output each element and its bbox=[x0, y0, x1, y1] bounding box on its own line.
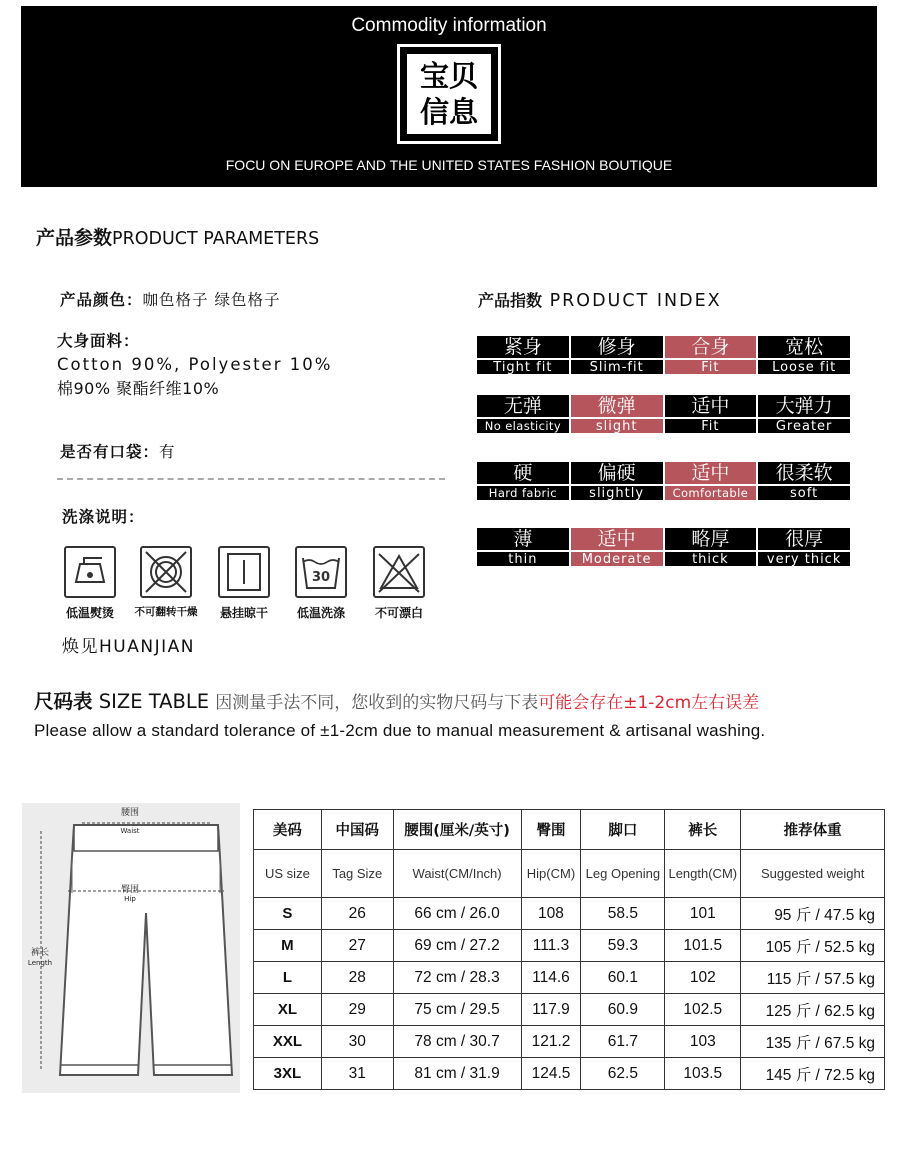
tolerance-note: Please allow a standard tolerance of ±1-2cm due to manual measurement & artisanal washing. bbox=[34, 721, 766, 740]
size-table bbox=[253, 809, 885, 1090]
care-label: 悬挂晾干 bbox=[219, 606, 268, 620]
index-cell: 硬 Hard fabric bbox=[477, 462, 569, 500]
wash-temp: 30 bbox=[311, 570, 331, 585]
index-cell-active: 适中 Moderate bbox=[571, 528, 663, 566]
index-cell-active: 合身 Fit bbox=[665, 336, 757, 374]
index-row-thickness bbox=[477, 528, 850, 566]
banner-title: Commodity information bbox=[351, 15, 547, 36]
header-banner bbox=[21, 6, 877, 187]
table-header-cn: 美码 中国码 腰围(厘米/英寸) 臀围 脚口 裤长 推荐体重 bbox=[254, 810, 885, 850]
care-wash-30 bbox=[291, 546, 351, 620]
low-temp-iron-icon bbox=[64, 546, 116, 598]
table-row: L 28 72 cm / 28.3 114.6 60.1 102 115 斤 / 57.5 kg bbox=[254, 962, 885, 994]
care-hang-dry bbox=[214, 546, 274, 620]
wash-30-icon bbox=[295, 546, 347, 598]
params-heading: 产品参数PRODUCT PARAMETERS bbox=[36, 227, 320, 249]
pants-measurement-figure bbox=[22, 803, 240, 1093]
fabric-cn: 棉90% 聚酯纤维10% bbox=[57, 379, 220, 398]
logo-line-2: 信息 bbox=[419, 95, 478, 129]
hip-label-cn: 臀围 bbox=[120, 885, 140, 895]
length-label-cn: 裤长 bbox=[30, 948, 50, 958]
index-cell: 适中 Fit bbox=[665, 395, 757, 433]
size-note: 因测量手法不同，您收到的实物尺码与下表 bbox=[215, 693, 539, 713]
hang-dry-icon bbox=[218, 546, 270, 598]
length-label-en: Length bbox=[27, 959, 53, 967]
banner-subtitle: FOCU ON EUROPE AND THE UNITED STATES FASHION BOUTIQUE bbox=[225, 157, 673, 173]
size-table-heading: 尺码表 SIZE TABLE 因测量手法不同，您收到的实物尺码与下表可能会存在±1-2cm左右误差 bbox=[34, 690, 760, 713]
index-heading: 产品指数 PRODUCT INDEX bbox=[478, 291, 722, 311]
table-row: XL 29 75 cm / 29.5 117.9 60.9 102.5 125 斤 / 62.5 kg bbox=[254, 994, 885, 1026]
hip-label-en: Hip bbox=[124, 895, 136, 903]
logo-line-1: 宝贝 bbox=[419, 59, 478, 93]
care-label: 低温熨烫 bbox=[65, 606, 114, 620]
index-cell-active: 微弹 slight bbox=[571, 395, 663, 433]
care-no-bleach bbox=[369, 546, 429, 620]
index-cell: 薄 thin bbox=[477, 528, 569, 566]
no-tumble-dry-icon bbox=[140, 546, 192, 598]
color-param: 产品颜色：咖色格子 绿色格子 bbox=[60, 291, 281, 309]
care-label: 低温洗涤 bbox=[296, 606, 345, 620]
waist-label-cn: 腰围 bbox=[120, 808, 140, 818]
table-row: XXL 30 78 cm / 30.7 121.2 61.7 103 135 斤 / 67.5 kg bbox=[254, 1026, 885, 1058]
brand-name: 焕见HUANJIAN bbox=[62, 637, 195, 657]
index-cell: 偏硬 slightly bbox=[571, 462, 663, 500]
care-low-iron bbox=[60, 546, 120, 620]
waist-label-en: Waist bbox=[120, 827, 140, 835]
index-row-softness bbox=[477, 462, 850, 500]
logo bbox=[397, 44, 501, 144]
index-cell: 无弹 No elasticity bbox=[477, 395, 569, 433]
care-label: 不可翻转干燥 bbox=[134, 606, 198, 618]
no-bleach-icon bbox=[373, 546, 425, 598]
table-row: M 27 69 cm / 27.2 111.3 59.3 101.5 105 斤 / 52.5 kg bbox=[254, 930, 885, 962]
index-cell: 很厚 very thick bbox=[758, 528, 850, 566]
care-no-tumble bbox=[134, 546, 198, 618]
table-row: S 26 66 cm / 26.0 108 58.5 101 95 斤 / 47.5 kg bbox=[254, 898, 885, 930]
index-cell-active: 适中 Comfortable bbox=[665, 462, 757, 500]
size-note-red: 可能会存在±1-2cm左右误差 bbox=[538, 693, 760, 713]
index-cell: 很柔软 soft bbox=[758, 462, 850, 500]
index-cell: 宽松 Loose fit bbox=[758, 336, 850, 374]
table-row: 3XL 31 81 cm / 31.9 124.5 62.5 103.5 145 斤 / 72.5 kg bbox=[254, 1058, 885, 1090]
index-cell: 紧身 Tight fit bbox=[477, 336, 569, 374]
wash-label: 洗涤说明： bbox=[62, 508, 145, 526]
index-row-fit bbox=[477, 336, 850, 374]
fabric-label: 大身面料： bbox=[57, 332, 140, 350]
fabric-en: Cotton 90%, Polyester 10% bbox=[57, 355, 333, 374]
section-divider bbox=[57, 478, 445, 480]
index-cell: 修身 Slim-fit bbox=[571, 336, 663, 374]
index-cell: 大弹力 Greater bbox=[758, 395, 850, 433]
care-label: 不可漂白 bbox=[374, 606, 423, 620]
index-cell: 略厚 thick bbox=[665, 528, 757, 566]
table-header-en: US size Tag Size Waist(CM/Inch) Hip(CM) Leg Opening Length(CM) Suggested weight bbox=[254, 850, 885, 898]
index-row-elasticity bbox=[477, 395, 850, 433]
pocket-param: 是否有口袋：有 bbox=[60, 443, 176, 461]
